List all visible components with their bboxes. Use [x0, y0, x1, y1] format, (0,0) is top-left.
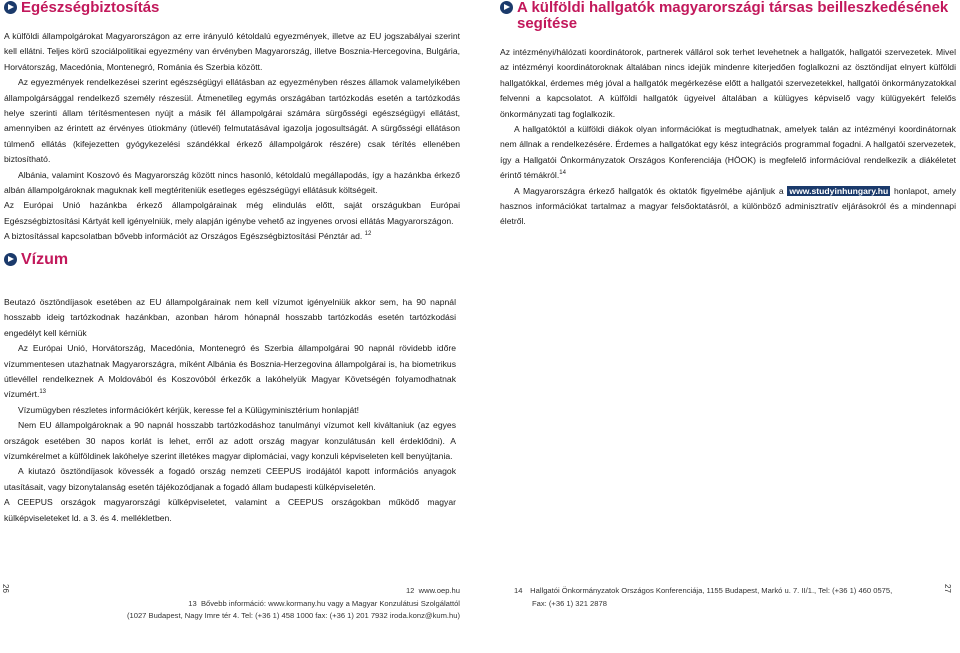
- paragraph: A hallgatóktól a külföldi diákok olyan információkat is megtudhatnak, amelyek talán az intézményi koordinátornak nem állnak a rendelkezésére. Érdemes a hallgatókat egy kész integrációs programmal fogadni. A hallgatói szervezetek, így a Hallgatói Önkormányzatok Országos Konferenciája (HÖOK) is megfelelő információval rendelkezik a diákéletet érintő témákról.$^{14}$: [500, 124, 956, 181]
- arrow-bullet-icon: [4, 1, 17, 14]
- footnote-ref: 13: [39, 389, 47, 396]
- visa-section: [4, 252, 456, 526]
- paragraph: A kiutazó ösztöndíjasok kövessék a fogadó ország nemzeti CEEPUS irodájától kapott információs anyagok utasításait, vagy bizonytalanság esetén tájékozódjanak a fogadó állam budapesti külképviseletén.: [4, 466, 456, 492]
- footnote-ref: 12: [364, 231, 372, 238]
- paragraph: Az Európai Unió hazánkba érkező állampolgárainak még elindulás előtt, saját országukban Európai Egészségbiztosítási Kártyát kell igényelniük, mely alapján igénybe vehető az ingyenes orvosi ellátás Magyarországon.: [4, 200, 460, 226]
- visa-body: [4, 295, 456, 526]
- footnote-13: 13 Bővebb információ: www.kormany.hu vagy a Magyar Konzulátusi Szolgálattól: [188, 598, 460, 608]
- arrow-bullet-icon: [500, 1, 513, 14]
- footnote-12: 12 www.oep.hu: [405, 586, 460, 595]
- paragraph: Az Európai Unió, Horvátország, Macedónia, Montenegró és Szerbia állampolgárai 90 napnál rövidebb időre vízummentesen utazhatnak Magyarországra, míként Albánia és Bosznia-Herzegovina állampolgárai is, ha biometrikus útlevéllel rendelkeznek A Moldovából és Koszovóból érkezők a lakóhelyük Magyar Követségén folyamodhatnak vízumért.$^{13}$: [4, 343, 456, 400]
- paragraph: Nem EU állampolgároknak a 90 napnál hosszabb tartózkodáshoz tanulmányi vízumot kell kiváltaniuk (az egyes országok esetében 30 napos korlát is lehet, erről az adott ország magyar konzulátusán kell érdeklődni). A vízumkérelmet a külföldinek lakóhelye szerint illetékes magyar diplomáciai, vagy konzuli képviseleten kell benyújtania.: [4, 420, 456, 462]
- footnote-14-cont: Fax: (+36 1) 321 2878: [532, 598, 607, 608]
- footnote-ref: 14: [559, 170, 566, 177]
- social-integration-heading: A külföldi hallgatók magyarországi társas beilleszkedésének segítése: [500, 0, 956, 32]
- footnote-14: 14 Hallgatói Önkormányzatok Országos Konferenciája, 1155 Budapest, Markó u. 7. II/1., Tel: (+36 1) 460 0575,: [514, 586, 893, 595]
- page-number-right: 27: [943, 584, 952, 593]
- studyinhungary-link[interactable]: www.studyinhungary.hu: [789, 185, 889, 196]
- visa-heading: Vízum: [4, 252, 456, 268]
- arrow-bullet-icon: [4, 253, 17, 266]
- paragraph: A Magyarországra érkező hallgatók és oktatók figyelmébe ajánljuk a www.studyinhungary.hu honlapot, amely hasznos információkat tartalmaz a magyar felsőoktatásról, a különböző adminisztratív eljárásokról és a mindennapi életről.: [500, 185, 956, 227]
- social-integration-body: [500, 45, 956, 230]
- social-integration-section: [500, 0, 956, 230]
- paragraph: A CEEPUS országok magyarországi külképviseletet, valamint a CEEPUS országokban működő magyar külképviseleteket ld. a 3. és 4. mellékletben.: [4, 497, 456, 523]
- page-number-left: 26: [1, 584, 10, 593]
- paragraph: A külföldi állampolgárokat Magyarországon az erre irányuló kétoldalú egyezmények, illetve az EU jogszabályai szerint kell ellátni. Teljes körű szociálpolitikai egyezmény van érvényben Magyarország, illetve Bosznia-Hercegovina, Bulgária, Horvátország, Macedónia, Montenegró, Románia és Szerbia között.: [4, 31, 460, 72]
- paragraph: Az egyezmények rendelkezései szerint egészségügyi ellátásban az egyezményben részes államok valamelyikében állampolgársággal rendelkező személy részesül. Átmenetileg egymás országában tartózkodás esetén a tartózkodás helye szerinti állam térítésmentesen nyújt a másik fél állampolgárai számára sürgősségi egészségügyi ellátást, amennyiben az érintett az érvényes útiokmány (útlevél) felmutatásával igazolja jogosultságát. A sürgősségi ellátáson túlmenő ellátás (kifejezetten gyógykezelési szándékkal érkező állampolgárok részére) csak térítés ellenében biztosítható.: [4, 77, 460, 165]
- footnotes-left: [100, 585, 460, 623]
- health-insurance-body: [4, 29, 460, 245]
- health-insurance-heading: Egészségbiztosítás: [4, 0, 460, 16]
- footnotes-right: [514, 585, 934, 610]
- health-insurance-section: [4, 0, 460, 245]
- paragraph: Az intézményi/hálózati koordinátorok, partnerek vállárol sok terhet levehetnek a hallgatók, hallgatói szervezetek. Mivel az intézményi koordinátoroknak általában nincs idejük mindenre kiterjedően foglalkozni az ösztöndíjat elnyert külföldi hallgatókkal, érdemes még jóval a hallgatók megérkezése előtt a hallgatói szervezetekkel, hallgatói önkormányzatokkal felvenni a kapcsolatot. A külföldi hallgatók ügyeivel általában a külügyes képviselő vagy külügyekért felelős önkormányzati tag foglalkozik.: [500, 47, 956, 119]
- paragraph: Albánia, valamint Koszovó és Magyarország között nincs hasonló, kétoldalú megállapodás, így a hazánkba érkező albán állampolgároknak maguknak kell megtériteniük esetleges egészségügyi ellátásuk költségeit.: [4, 169, 460, 196]
- footnote-13-cont: (1027 Budapest, Nagy Imre tér 4. Tel: (+36 1) 458 1000 fax: (+36 1) 201 7932 iroda.konz@kum.hu): [126, 611, 460, 620]
- paragraph: Vízumügyben részletes információkért kérjük, keresse fel a Külügyminisztérium honlapját!: [18, 404, 360, 415]
- paragraph: Beutazó ösztöndíjasok esetében az EU állampolgárainak nem kell vízumot igényelniük akkor sem, ha 90 napnál hosszabb ideig tartózkodnak hazánkban, azonban három hónapnál hosszabb tartózkodás esetén tartózkodási engedélyt kell kérniük: [4, 297, 456, 338]
- paragraph: A biztosítással kapcsolatban bővebb információt az Országos Egészségbiztosítási Pénztár ad. $^{12}$: [4, 231, 372, 242]
